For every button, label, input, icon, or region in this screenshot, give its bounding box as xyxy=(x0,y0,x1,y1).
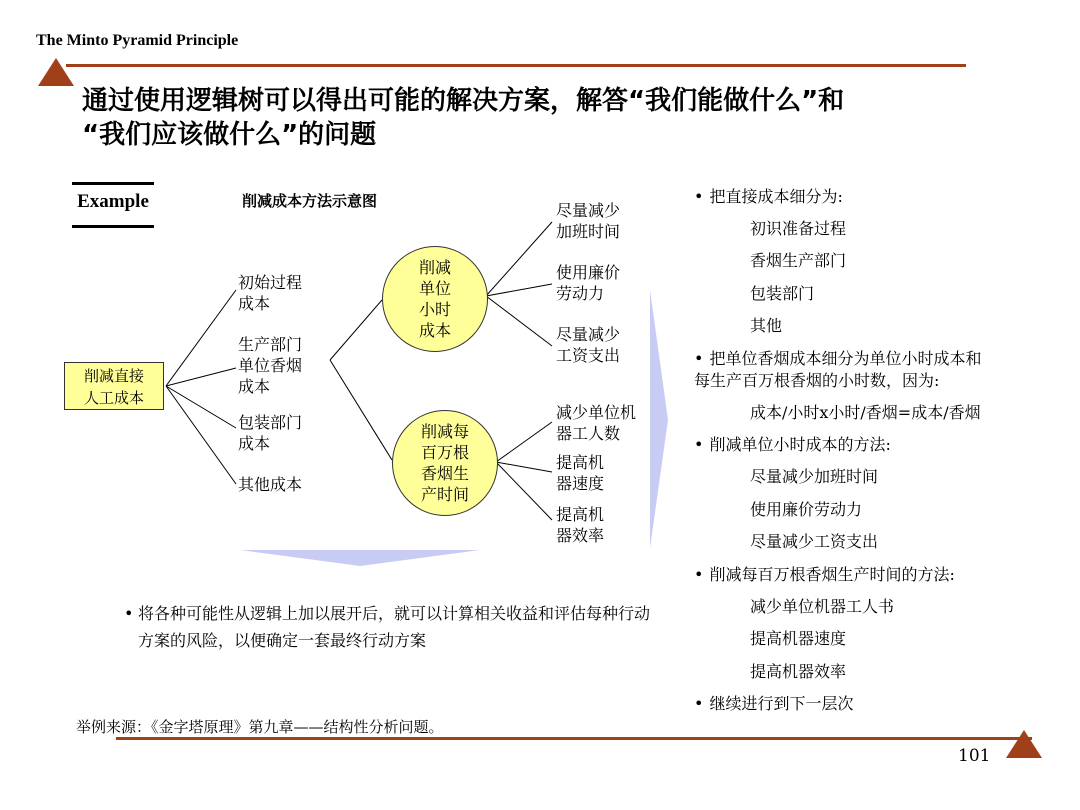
level3-node-cheap-labor: 使用廉价 劳动力 xyxy=(556,263,621,303)
level1-node-production-dept: 生产部门 单位香烟 成本 xyxy=(238,335,303,396)
level1-node-other-cost: 其他成本 xyxy=(238,475,303,494)
circle-node-production-time-label: 削减每 百万根 香烟生 产时间 xyxy=(420,422,469,504)
right-subitem: 尽量减少工资支出 xyxy=(750,532,879,551)
level3-node-machine-speed: 提高机 器速度 xyxy=(556,453,605,493)
circle-node-hourly-cost-label: 削减 单位 小时 成本 xyxy=(418,258,451,340)
right-bullet-2-line-2: 每生产百万根香烟的小时数，因为: xyxy=(694,371,940,390)
right-bullet-3: • 削减单位小时成本的方法: xyxy=(694,434,891,455)
level3-node-machine-efficiency: 提高机 器效率 xyxy=(556,505,605,545)
slide-title-line-1: 通过使用逻辑树可以得出可能的解决方案，解答“我们能做什么”和 xyxy=(82,86,845,116)
circle-node-production-time xyxy=(392,410,498,516)
slide-title-line-2: “我们应该做什么”的问题 xyxy=(82,120,377,150)
example-label: Example xyxy=(72,182,154,228)
level3-node-reduce-workers: 减少单位机 器工人数 xyxy=(556,403,637,443)
right-subitem: 包装部门 xyxy=(750,284,815,303)
right-arrow-shape xyxy=(650,290,668,548)
pyramid-icon xyxy=(1006,730,1042,758)
down-arrow-shape xyxy=(240,550,480,566)
right-subitem: 提高机器效率 xyxy=(750,662,847,681)
right-bullet-4: • 削减每百万根香烟生产时间的方法: xyxy=(694,564,955,585)
right-subitem: 香烟生产部门 xyxy=(750,251,847,270)
right-subitem: 使用廉价劳动力 xyxy=(750,500,863,519)
right-subitem: 其他 xyxy=(750,316,783,335)
right-subitem: 提高机器速度 xyxy=(750,629,847,648)
right-bullet-5: • 继续进行到下一层次 xyxy=(694,693,853,714)
level1-node-initial-process: 初始过程 成本 xyxy=(238,273,303,313)
right-bullet-2-line-1: • 把单位香烟成本细分为单位小时成本和 xyxy=(694,348,981,369)
level3-node-reduce-overtime: 尽量减少 加班时间 xyxy=(556,201,621,241)
source-note: 举例来源：《金字塔原理》第九章——结构性分析问题。 xyxy=(76,718,444,736)
right-subitem: 减少单位机器工人书 xyxy=(750,597,895,616)
page-number: 101 xyxy=(958,746,991,766)
header-title: The Minto Pyramid Principle xyxy=(36,32,239,49)
right-subitem: 初识准备过程 xyxy=(750,219,847,238)
diagram-title: 削减成本方法示意图 xyxy=(242,192,378,210)
level1-node-packaging-dept: 包装部门 成本 xyxy=(238,413,303,453)
right-bullet-1: • 把直接成本细分为: xyxy=(694,186,843,207)
root-node: 削减直接 人工成本 xyxy=(64,362,164,410)
right-subitem-formula: 成本/小时x小时/香烟=成本/香烟 xyxy=(750,403,981,422)
bottom-paragraph: • 将各种可能性从逻辑上加以展开后，就可以计算相关收益和评估每种行动方案的风险，以便确定一套最终行动方案 xyxy=(122,600,662,654)
bottom-divider xyxy=(116,737,1032,740)
right-subitem: 尽量减少加班时间 xyxy=(750,467,879,486)
level3-node-reduce-wages: 尽量减少 工资支出 xyxy=(556,325,621,365)
circle-node-hourly-cost xyxy=(382,246,488,352)
